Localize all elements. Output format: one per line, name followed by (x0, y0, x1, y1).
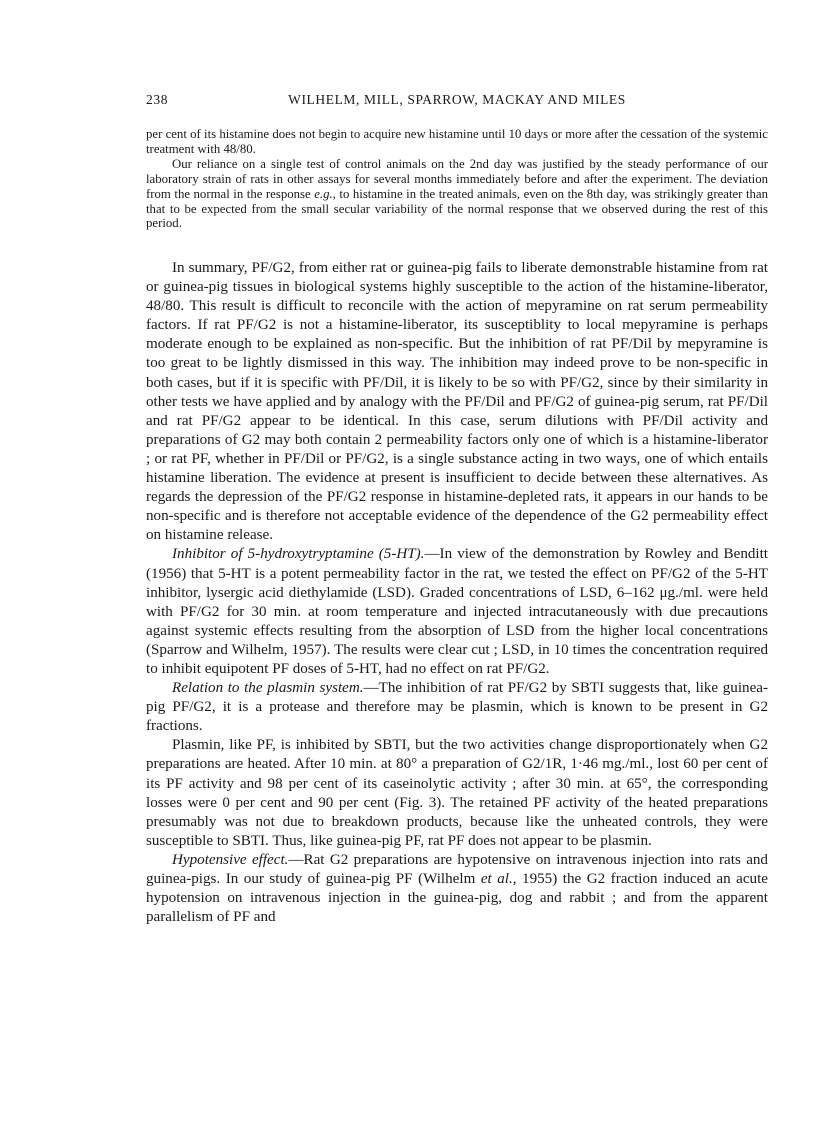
paragraph-histamine-recovery: per cent of its histamine does not begin to acquire new histamine until 10 days or more after the cessation of the systemic treatment with 48/80. (146, 127, 768, 156)
page-number: 238 (146, 92, 169, 107)
main-text (146, 259, 768, 927)
section-heading-5ht: Inhibitor of 5-hydroxytryptamine (5-HT). (172, 546, 425, 563)
page-header (146, 92, 768, 112)
running-head: WILHELM, MILL, SPARROW, MACKAY AND MILES (288, 92, 626, 107)
section-heading-hypotensive: Hypotensive effect. (172, 851, 289, 868)
paragraph-5ht-inhibitor: Inhibitor of 5-hydroxytryptamine (5-HT).—In view of the demonstration by Rowley and Benditt (1956) that 5-HT is a potent permeability factor in the rat, we tested the effect on PF/G2 of the 5-HT inhibitor, lysergic acid diethylamide (LSD). Graded concentrations of LSD, 6–162 μg./ml. were held with PF/G2 for 30 min. at room temperature and injected intracutaneously with due precautions against systemic effects resulting from the absorption of LSD from the higher local concentrations (Sparrow and Wilhelm, 1957). The results were clear cut ; LSD, in 10 times the concentration required to inhibit equipotent PF doses of 5-HT, had no effect on rat PF/G2. (146, 546, 768, 677)
section-heading-plasmin: Relation to the plasmin system. (172, 680, 364, 697)
paragraph-plasmin-system: Relation to the plasmin system.—The inhibition of rat PF/G2 by SBTI suggests that, like guinea-pig PF/G2, it is a protease and therefore may be plasmin, which is known to be present in G2 fractions. (146, 680, 768, 735)
small-print-section (146, 127, 768, 231)
paragraph-hypotensive-effect: Hypotensive effect.—Rat G2 preparations are hypotensive on intravenous injection into rats and guinea-pigs. In our study of guinea-pig PF (Wilhelm et al., 1955) the G2 fraction induced an acute hypotension on intravenous injection in the guinea-pig, dog and rabbit ; and from the apparent parallelism of PF and (146, 851, 768, 926)
paragraph-plasmin-heating: Plasmin, like PF, is inhibited by SBTI, but the two activities change disproportionately when G2 preparations are heated. After 10 min. at 80° a preparation of G2/1R, 1·46 mg./ml., lost 60 per cent of its PF activity and 98 per cent of its caseinolytic activity ; after 30 min. at 65°, the corresponding losses were 0 per cent and 90 per cent (Fig. 3). The retained PF activity of the heated preparations presumably was not due to breakdown products, because like the unheated controls, they were susceptible to SBTI. Thus, like guinea-pig PF, rat PF does not appear to be plasmin. (146, 737, 768, 849)
paragraph-summary: In summary, PF/G2, from either rat or guinea-pig fails to liberate demonstrable histamine from rat or guinea-pig tissues in biological systems highly susceptible to the action of the histamine-liberator, 48/80. This result is difficult to reconcile with the action of mepyramine on rat serum permeability factors. If rat PF/G2 is not a histamine-liberator, its susceptiblity to local mepyramine is perhaps moderate enough to be explained as non-specific. But the inhibition of rat PF/Dil by mepyramine is too great to be lightly dismissed in this way. The inhibition may indeed prove to be non-specific in both cases, but if it is specific with PF/Dil, it is likely to be so with PF/G2, since by their similarity in other tests we have applied and by analogy with the PF/Dil and PF/G2 of guinea-pig serum, rat PF/Dil and rat PF/G2 appear to be identical. In this case, serum dilutions with PF/Dil activity and preparations of G2 may both contain 2 permeability factors only one of which is a histamine-liberator ; or rat PF, whether in PF/Dil or PF/G2, is a single substance acting in two ways, one of which entails histamine liberation. The evidence at present is insufficient to decide between these alternatives. As regards the depression of the PF/G2 response in histamine-depleted rats, it appears in our hands to be non-specific and is therefore not acceptable evidence of the dependence of the G2 permeability effect on histamine release. (146, 260, 768, 544)
paragraph-control-animals: Our reliance on a single test of control animals on the 2nd day was justified by the steady performance of our laboratory strain of rats in other assays for several months immediately before and after the experiment. The deviation from the normal in the response e.g., to histamine in the treated animals, even on the 8th day, was strikingly greater than that to be expected from the small secular variability of the normal response that we observed during the rest of this period. (146, 156, 768, 231)
